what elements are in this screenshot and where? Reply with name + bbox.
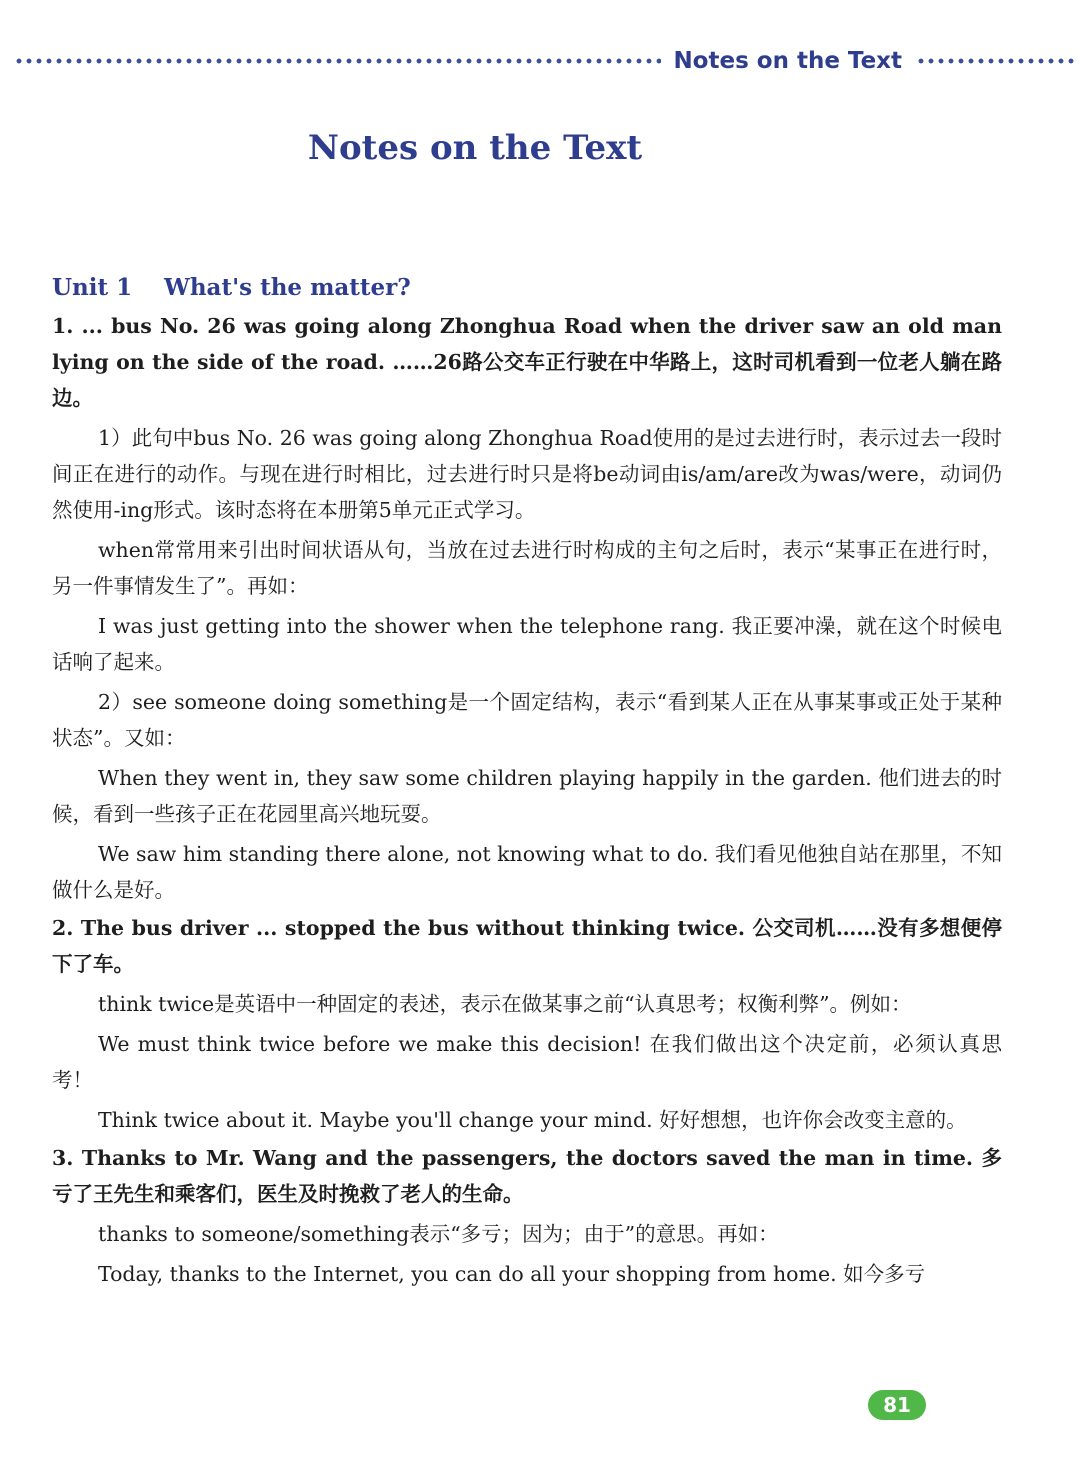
note-1-example-1: I was just getting into the shower when the telephone rang. 我正要冲澡，就在这个时候电话响了起来。 [52,614,1002,674]
unit-number: Unit 1 [52,274,133,301]
note-3-heading: 3. Thanks to Mr. Wang and the passengers, the doctors saved the man in time. 多亏了王先生和乘客们，医生及时挽救了老人的生命。 [52,1146,1002,1206]
note-2-explanation: think twice是英语中一种固定的表述，表示在做某事之前“认真思考；权衡利弊”。例如： [98,992,912,1016]
dotted-rule-right [916,58,1076,64]
page-number-badge: 81 [868,1390,926,1420]
note-2-heading: 2. The bus driver ... stopped the bus without thinking twice. 公交司机……没有多想便停下了车。 [52,916,1002,976]
note-2-example-2: Think twice about it. Maybe you'll change your mind. 好好想想，也许你会改变主意的。 [98,1108,967,1132]
notes-body [52,268,1002,1292]
note-2-example-1: We must think twice before we make this decision! 在我们做出这个决定前，必须认真思考！ [52,1032,1002,1092]
note-1-explanation-when: when常常用来引出时间状语从句，当放在过去进行时构成的主句之后时，表示“某事正在进行时，另一件事情发生了”。再如： [52,538,1002,598]
running-header [14,44,1076,78]
unit-heading [52,268,1002,308]
note-1-example-3: We saw him standing there alone, not knowing what to do. 我们看见他独自站在那里，不知做什么是好。 [52,842,1002,902]
note-3-explanation: thanks to someone/something表示“多亏；因为；由于”的意思。再如： [98,1222,779,1246]
dotted-rule-left [14,58,661,64]
running-header-title: Notes on the Text [673,48,902,74]
page-title: Notes on the Text [307,128,643,168]
note-1-explanation-1: 1）此句中bus No. 26 was going along Zhonghua Road使用的是过去进行时，表示过去一段时间正在进行的动作。与现在进行时相比，过去进行时只是将be动词由is/am/are改为was/were，动词仍然使用-ing形式。该时态将在本册第5单元正式学习。 [52,426,1002,522]
note-1-heading: 1. ... bus No. 26 was going along Zhonghua Road when the driver saw an old man lying on the side of the road. ……26路公交车正行驶在中华路上，这时司机看到一位老人躺在路边。 [52,314,1002,410]
note-3-example-1: Today, thanks to the Internet, you can do all your shopping from home. 如今多亏 [98,1262,926,1286]
note-1-example-2: When they went in, they saw some children playing happily in the garden. 他们进去的时候，看到一些孩子正在花园里高兴地玩耍。 [52,766,1002,826]
note-1-explanation-2: 2）see someone doing something是一个固定结构，表示“看到某人正在从事某事或正处于某种状态”。又如： [52,690,1002,750]
unit-title: What's the matter? [164,274,411,301]
